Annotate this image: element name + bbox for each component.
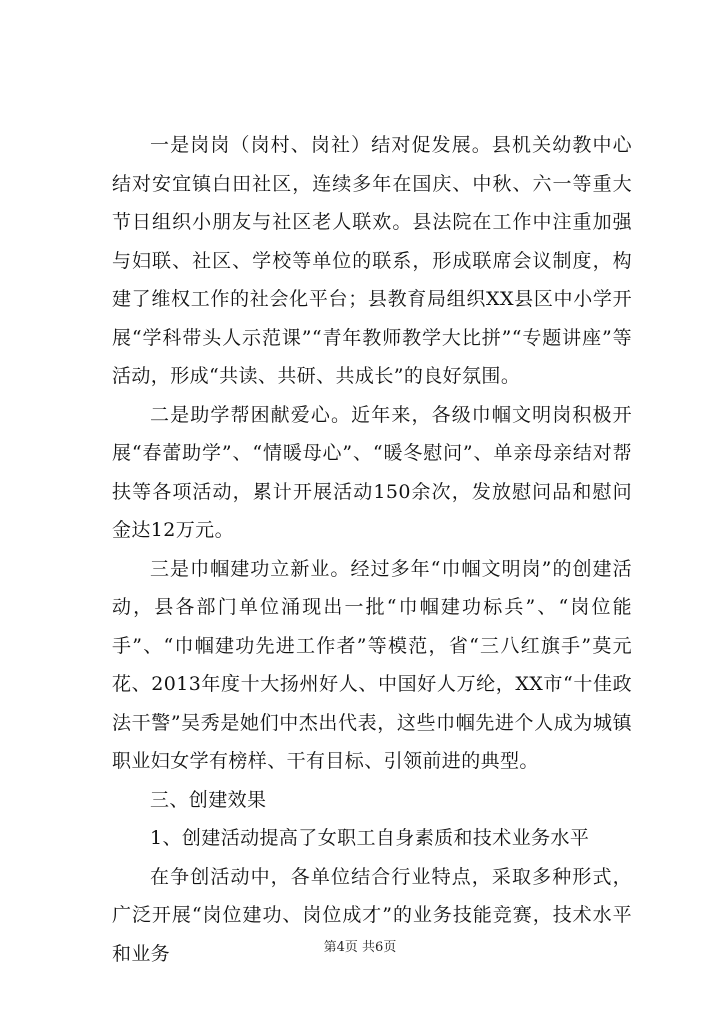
page-number-footer: 第4页 共6页 bbox=[323, 940, 397, 955]
paragraph-achievements: 三是巾帼建功立新业。经过多年“巾帼文明岗”的创建活动，县各部门单位涌现出一批“巾帼建功标兵”、“岗位能手”、“巾帼建功先进工作者”等模范，省“三八红旗手”莫元花、2013年度十大扬州好人、中国好人万纶，XX市“十佳政法干警”吴秀是她们中杰出代表，这些巾帼先进个人成为城镇职业妇女学有榜样、干有目标、引领前进的典型。 bbox=[112, 557, 632, 772]
subheading-quality-improvement: 1、创建活动提高了女职工自身素质和技术业务水平 bbox=[150, 827, 590, 849]
document-body bbox=[112, 126, 632, 973]
section-heading-results: 三、创建效果 bbox=[150, 788, 267, 811]
paragraph-student-aid: 二是助学帮困献爱心。近年来，各级巾帼文明岗积极开展“春蕾助学”、“情暖母心”、“暖冬慰问”、单亲母亲结对帮扶等各项活动，累计开展活动150余次，发放慰问品和慰问金达12万元。 bbox=[112, 403, 632, 541]
paragraph-post-pairing: 一是岗岗（岗村、岗社）结对促发展。县机关幼教中心结对安宜镇白田社区，连续多年在国庆、中秋、六一等重大节日组织小朋友与社区老人联欢。县法院在工作中注重加强与妇联、社区、学校等单位的联系，形成联席会议制度，构建了维权工作的社会化平台；县教育局组织XX县区中小学开展“学科带头人示范课”“青年教师教学大比拼”“专题讲座”等活动，形成“共读、共研、共成长”的良好氛围。 bbox=[112, 134, 632, 387]
paragraph-skills-competition: 在争创活动中，各单位结合行业特点，采取多种形式，广泛开展“岗位建功、岗位成才”的业务技能竞赛，技术水平和业务 bbox=[112, 865, 632, 965]
